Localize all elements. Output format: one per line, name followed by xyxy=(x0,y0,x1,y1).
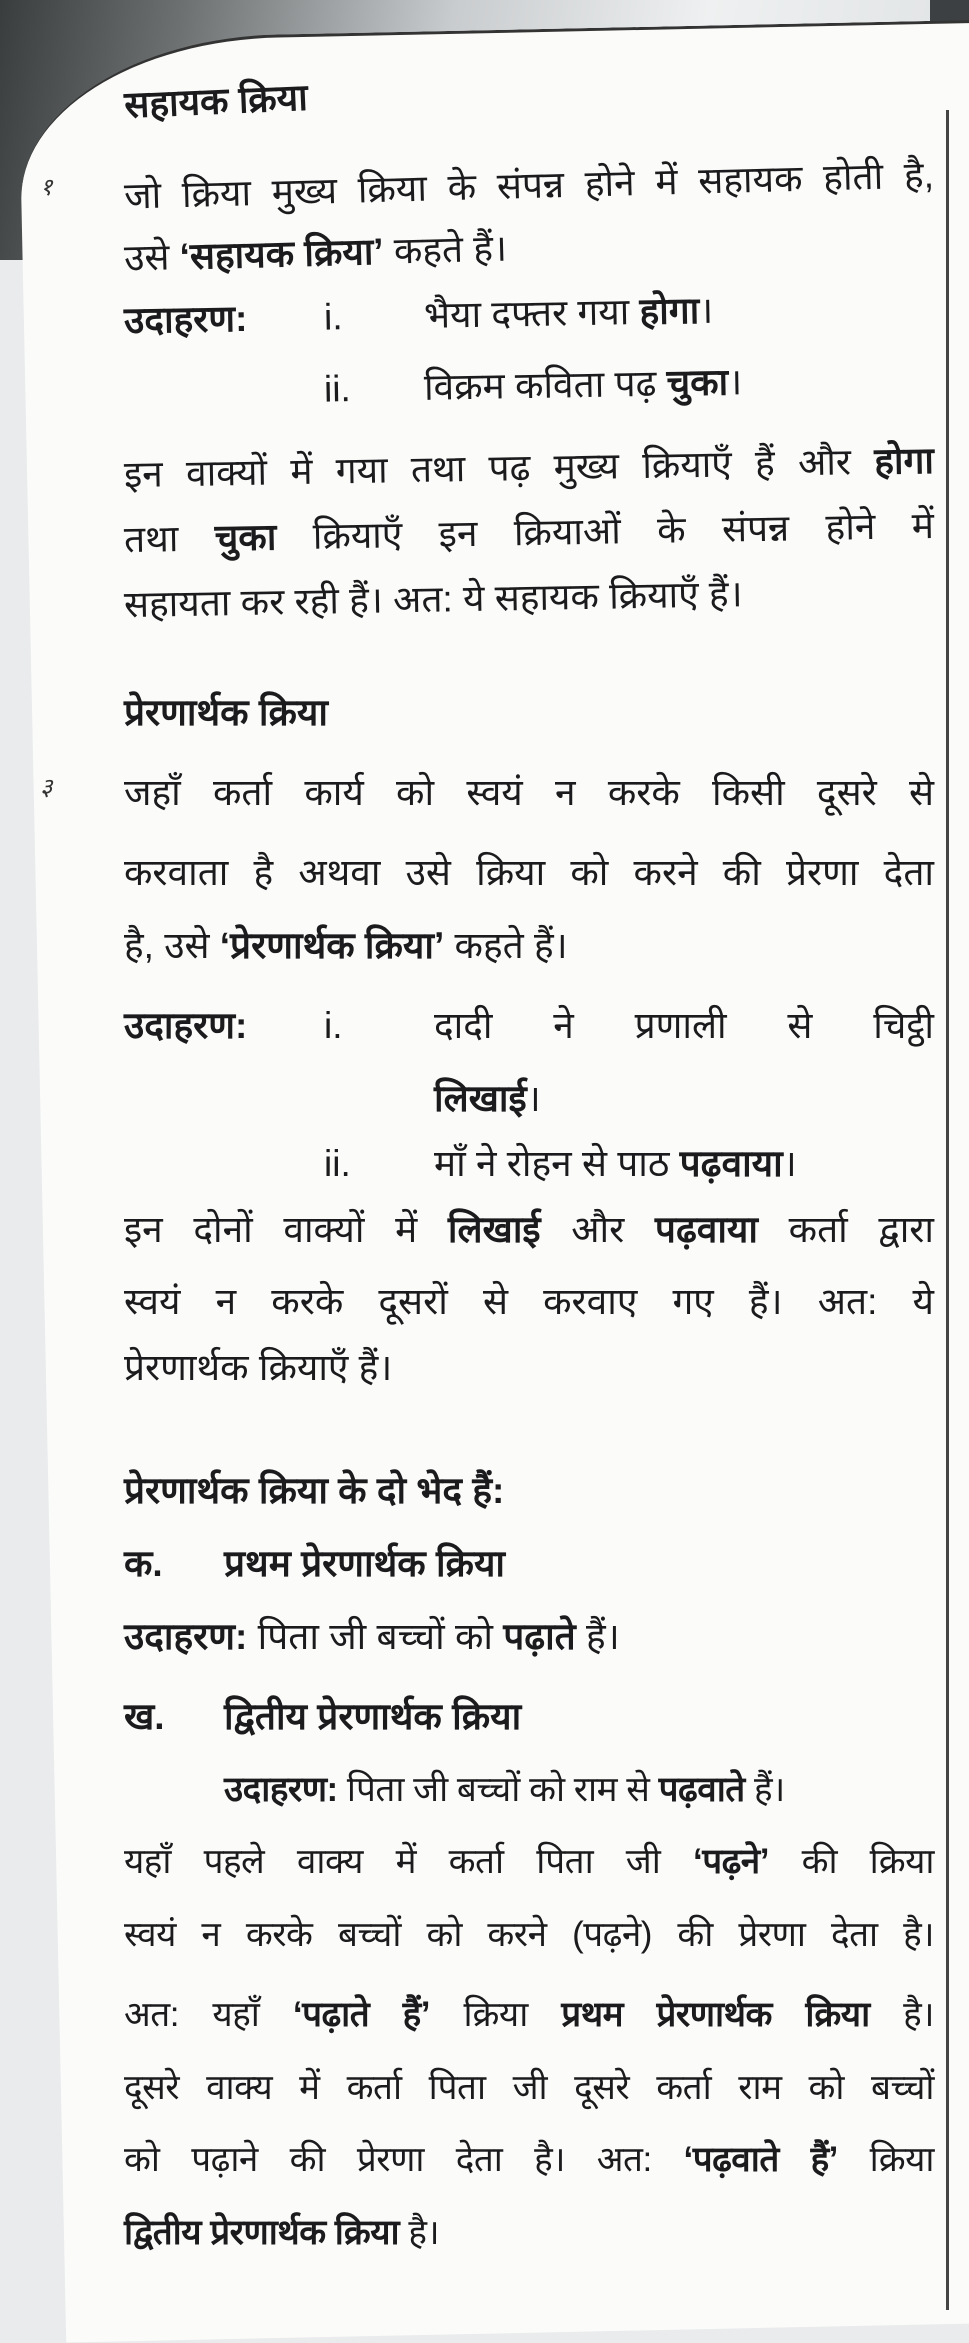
text: स्वयं न करके बच्चों को करने (पढ़ने) की प्रेरणा देता है। xyxy=(124,1915,934,1954)
term: ‘प्रेरणार्थक क्रिया’ xyxy=(219,925,445,966)
example-number: i. xyxy=(323,296,343,338)
definition-line xyxy=(124,757,934,829)
text: जहाँ कर्ता कार्य को स्वयं न करके किसी दूसरे से xyxy=(124,772,934,813)
heading-prernarthak-kriya xyxy=(124,677,934,749)
text: प्रेरणार्थक क्रियाएँ हैं। xyxy=(124,1347,393,1388)
text: करवाता है अथवा उसे क्रिया को करने की प्रेरणा देता xyxy=(124,852,934,893)
explanation-line xyxy=(124,1979,934,2051)
explanation-line xyxy=(124,2197,934,2269)
page-border-line xyxy=(946,110,949,2310)
term: होगा xyxy=(639,290,700,333)
text: सहायता कर रही हैं। अत: ये सहायक क्रियाएँ हैं। xyxy=(123,573,743,626)
text: दादी ने प्रणाली से चिट्ठी xyxy=(434,1005,934,1046)
term: ‘पढ़वाते हैं’ xyxy=(683,2140,838,2179)
type-1-heading xyxy=(124,1528,934,1600)
text: क्रिया xyxy=(837,2140,934,2179)
heading-text: प्रेरणार्थक क्रिया के दो भेद हैं: xyxy=(124,1470,505,1511)
text: है। xyxy=(399,2213,440,2252)
text: तथा xyxy=(123,517,216,561)
handwritten-mark-1: १ xyxy=(40,174,53,201)
term: पढ़वाया xyxy=(654,1209,758,1250)
heading-text: प्रेरणार्थक क्रिया xyxy=(124,692,328,733)
example-number: i. xyxy=(324,1005,343,1046)
example-line xyxy=(434,1063,834,1135)
text: कर्ता द्वारा xyxy=(757,1209,934,1250)
text: कहते हैं। xyxy=(383,227,508,272)
text: जो क्रिया मुख्य क्रिया के संपन्न होने में सहायक होती है, xyxy=(123,154,935,217)
text: हैं। xyxy=(575,1616,620,1657)
text: । xyxy=(526,1078,541,1119)
text: हैं। xyxy=(744,1770,785,1809)
explanation-line xyxy=(124,2052,934,2124)
text: विक्रम कविता पढ़ xyxy=(423,362,667,408)
text: और xyxy=(540,1209,655,1250)
example-line xyxy=(224,1754,934,1826)
term: चुका xyxy=(214,516,277,559)
text: इन वाक्यों में गया तथा पढ़ मुख्य क्रियाएँ हैं और xyxy=(123,440,875,496)
term: पढ़ाते xyxy=(503,1616,576,1657)
text: यहाँ पहले वाक्य में कर्ता पिता जी xyxy=(124,1842,693,1881)
explanation-line xyxy=(123,555,934,641)
explanation-line xyxy=(124,1194,934,1266)
type-title: द्वितीय प्रेरणार्थक क्रिया xyxy=(224,1696,522,1737)
term: ‘पढ़ने’ xyxy=(692,1842,769,1881)
example-label: उदाहरण: xyxy=(224,1770,338,1809)
example-label: उदाहरण: xyxy=(124,1616,248,1657)
explanation-line xyxy=(124,1332,934,1404)
text: कहते हैं। xyxy=(444,925,568,966)
example-line xyxy=(124,990,934,1062)
term: प्रथम प्रेरणार्थक क्रिया xyxy=(561,1995,870,2034)
text: माँ ने रोहन से पाठ xyxy=(434,1143,680,1184)
type-marker: क. xyxy=(124,1543,163,1584)
example-line xyxy=(324,1128,924,1200)
text: है, उसे xyxy=(124,925,220,966)
text: क्रिया xyxy=(430,1995,562,2034)
text: की क्रिया xyxy=(768,1842,934,1881)
text: । xyxy=(698,289,714,332)
term: लिखाई xyxy=(434,1078,527,1119)
example-label: उदाहरण: xyxy=(124,1005,248,1046)
text: अत: यहाँ xyxy=(124,1995,293,2034)
explanation-line xyxy=(124,1826,934,1898)
text: पिता जी बच्चों को राम से xyxy=(337,1770,659,1809)
example-number: ii. xyxy=(323,368,352,410)
text: । xyxy=(727,361,743,403)
definition-line xyxy=(124,837,934,909)
example-line xyxy=(124,1601,934,1673)
example-label: उदाहरण: xyxy=(123,297,248,342)
example-line xyxy=(123,343,934,429)
heading-text: सहायक क्रिया xyxy=(123,76,309,126)
type-marker: ख. xyxy=(124,1696,165,1737)
term: पढ़वाते xyxy=(658,1770,745,1809)
text: स्वयं न करके दूसरों से करवाए गए हैं। अत: ये xyxy=(124,1281,934,1322)
definition-line xyxy=(124,910,934,982)
types-heading xyxy=(124,1455,934,1527)
explanation-line xyxy=(124,1266,934,1338)
text: उसे xyxy=(123,236,181,279)
explanation-line xyxy=(124,1899,934,1971)
text: क्रियाएँ इन क्रियाओं के संपन्न होने में xyxy=(275,504,935,558)
text: दूसरे वाक्य में कर्ता पिता जी दूसरे कर्ता राम को बच्चों xyxy=(124,2068,934,2107)
term: ‘सहायक क्रिया’ xyxy=(179,230,385,278)
explanation-line xyxy=(124,2124,934,2196)
type-2-heading xyxy=(124,1681,934,1753)
text: पिता जी बच्चों को xyxy=(247,1616,504,1657)
text: । xyxy=(782,1143,797,1184)
example-number: ii. xyxy=(324,1143,351,1184)
term: ‘पढ़ाते हैं’ xyxy=(292,1995,430,2034)
term: लिखाई xyxy=(447,1209,541,1250)
term: द्वितीय प्रेरणार्थक क्रिया xyxy=(124,2213,400,2252)
type-title: प्रथम प्रेरणार्थक क्रिया xyxy=(224,1543,506,1584)
term: पढ़वाया xyxy=(679,1143,783,1184)
handwritten-mark-3: ३ xyxy=(40,774,53,801)
term: चुका xyxy=(666,361,729,404)
text: है। xyxy=(869,1995,934,2034)
text: भैया दफ्तर गया xyxy=(423,291,640,336)
term: होगा xyxy=(873,439,935,482)
text: को पढ़ाने की प्रेरणा देता है। अत: xyxy=(124,2140,684,2179)
text: इन दोनों वाक्यों में xyxy=(124,1209,448,1250)
